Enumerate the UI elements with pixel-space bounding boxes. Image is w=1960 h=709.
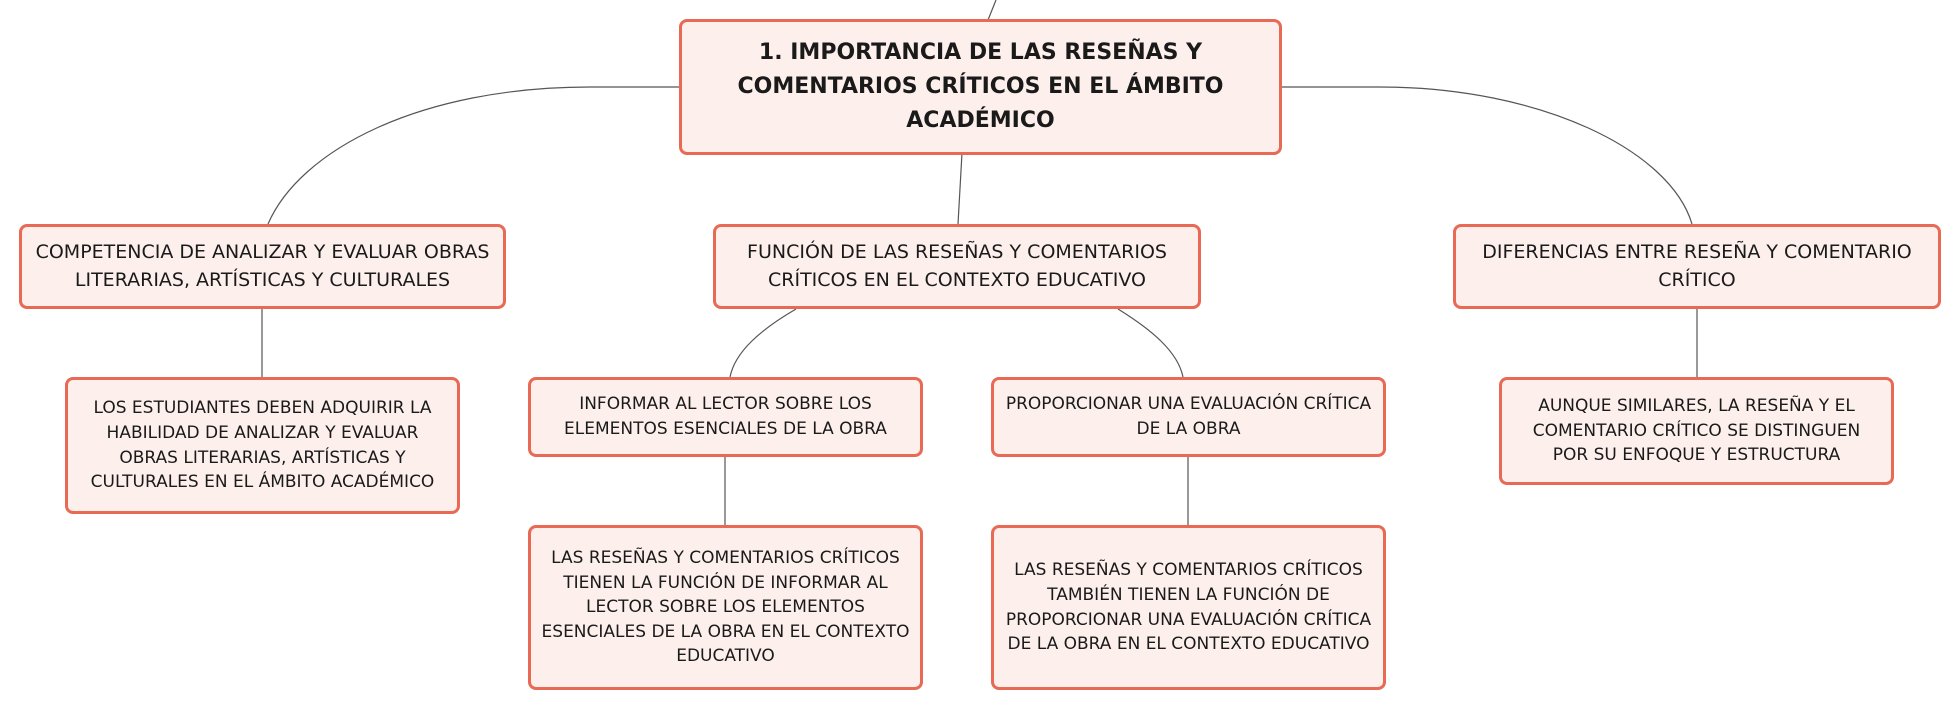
connector-root-branch-2	[958, 153, 962, 224]
branch-diferencias-label: DIFERENCIAS ENTRE RESEÑA Y COMENTARIO CRÍTICO	[1482, 240, 1912, 291]
detail-proporcionar-label: LAS RESEÑAS Y COMENTARIOS CRÍTICOS TAMBIÉN TIENEN LA FUNCIÓN DE PROPORCIONAR UNA EVALUACIÓN CRÍTICA DE LA OBRA EN EL CONTEXTO EDUCATIVO	[1005, 560, 1372, 655]
branch-competencia-label: COMPETENCIA DE ANALIZAR Y EVALUAR OBRAS LITERARIAS, ARTÍSTICAS Y CULTURALES	[35, 240, 490, 291]
detail-informar[interactable]	[528, 525, 923, 690]
subtopic-estudiantes[interactable]	[65, 377, 460, 514]
connector-root-branch-1	[268, 87, 681, 224]
subtopic-proporcionar-label: PROPORCIONAR UNA EVALUACIÓN CRÍTICA DE LA OBRA	[1005, 394, 1372, 439]
detail-informar-label: LAS RESEÑAS Y COMENTARIOS CRÍTICOS TIENEN LA FUNCIÓN DE INFORMAR AL LECTOR SOBRE LOS ELEMENTOS ESENCIALES DE LA OBRA EN EL CONTEXTO EDUCATIVO	[541, 547, 910, 667]
connector-branch-2-child-1	[730, 309, 796, 377]
subtopic-aunque-label: AUNQUE SIMILARES, LA RESEÑA Y EL COMENTARIO CRÍTICO SE DISTINGUEN POR SU ENFOQUE Y ESTRUCTURA	[1532, 396, 1861, 466]
subtopic-estudiantes-label: LOS ESTUDIANTES DEBEN ADQUIRIR LA HABILIDAD DE ANALIZAR Y EVALUAR OBRAS LITERARIAS, ARTÍSTICAS Y CULTURALES EN EL ÁMBITO ACADÉMICO	[90, 398, 435, 493]
root-topic-label: 1. IMPORTANCIA DE LAS RESEÑAS Y COMENTARIOS CRÍTICOS EN EL ÁMBITO ACADÉMICO	[737, 39, 1224, 134]
subtopic-informar-label: INFORMAR AL LECTOR SOBRE LOS ELEMENTOS ESENCIALES DE LA OBRA	[564, 394, 887, 439]
subtopic-informar[interactable]	[528, 377, 923, 457]
branch-diferencias[interactable]	[1453, 224, 1941, 309]
subtopic-aunque[interactable]	[1499, 377, 1894, 485]
branch-funcion[interactable]	[713, 224, 1201, 309]
connector-parent-edge	[988, 0, 996, 20]
branch-competencia[interactable]	[19, 224, 506, 309]
subtopic-proporcionar[interactable]	[991, 377, 1386, 457]
root-topic[interactable]	[679, 19, 1282, 155]
connector-branch-2-child-2	[1118, 309, 1183, 377]
detail-proporcionar[interactable]	[991, 525, 1386, 690]
connector-root-branch-3	[1280, 87, 1692, 224]
branch-funcion-label: FUNCIÓN DE LAS RESEÑAS Y COMENTARIOS CRÍTICOS EN EL CONTEXTO EDUCATIVO	[747, 240, 1167, 291]
